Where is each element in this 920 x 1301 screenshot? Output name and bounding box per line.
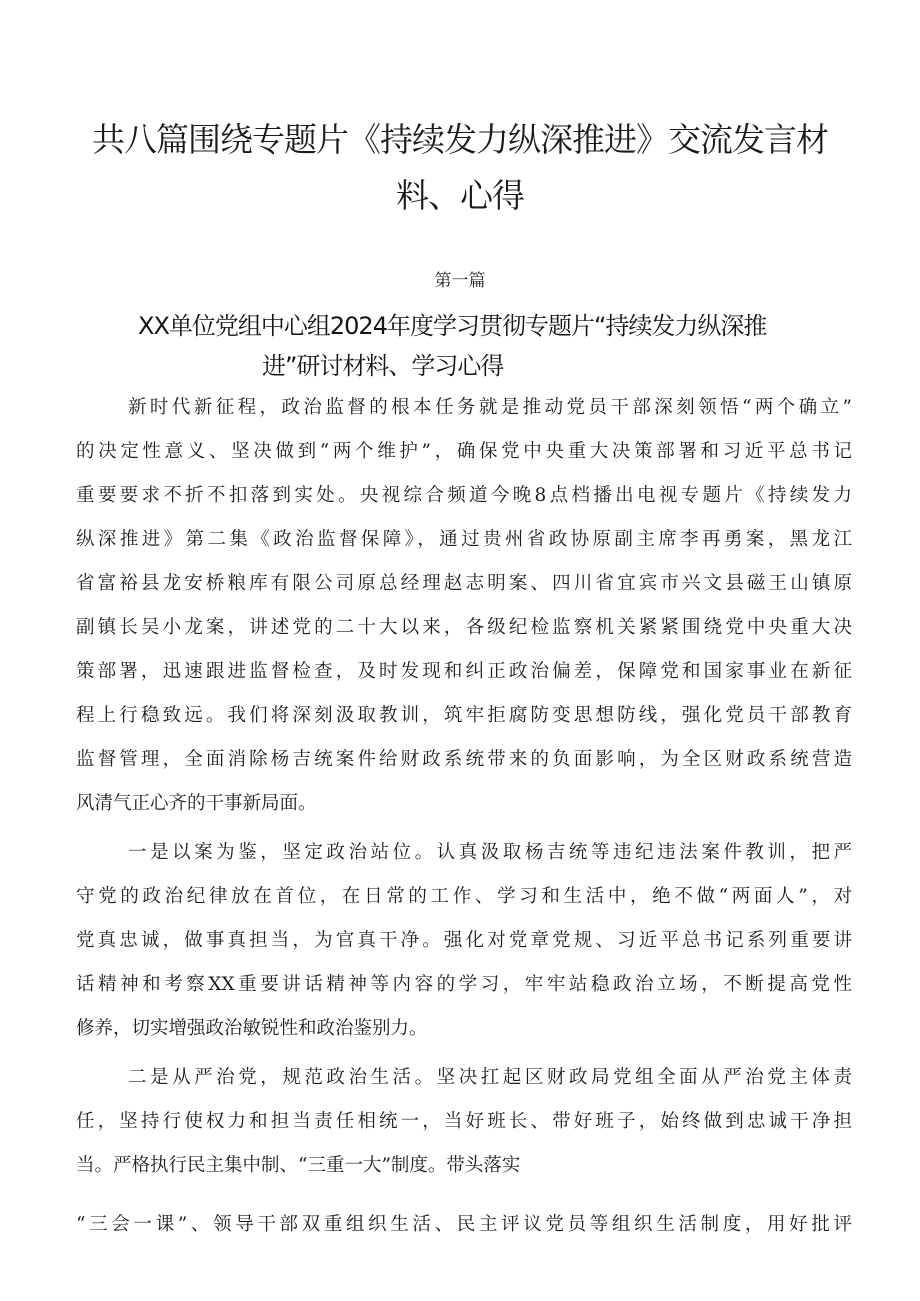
body-text-line: 程上行稳致远。我们将深刻汲取教训，筑牢拒腐防变思想防线，强化党员干部教育: [76, 705, 852, 726]
body-text-line: 党真忠诚，做事真担当，为官真干净。强化对党章党规、习近平总书记系列重要讲: [76, 930, 852, 951]
body-text-line: 一是以案为鉴，坚定政治站位。认真汲取杨吉统等违纪违法案件教训，把严: [128, 842, 852, 863]
section-label: 第一篇: [434, 271, 486, 291]
document-title-line-1: 共八篇围绕专题片《持续发力纵深推进》交流发言材: [92, 120, 828, 159]
body-text-line: 修养，切实增强政治敏锐性和政治鉴别力。: [76, 1018, 428, 1039]
body-text-line: 新时代新征程，政治监督的根本任务就是推动党员干部深刻领悟“两个确立”: [128, 397, 852, 418]
body-text-line: 风清气正心齐的干事新局面。: [76, 793, 317, 814]
body-text-line: 的决定性意义、坚决做到“两个维护”，确保党中央重大决策部署和习近平总书记: [76, 441, 852, 462]
body-text-line: “三会一课”、领导干部双重组织生活、民主评议党员等组织生活制度，用好批评: [76, 1214, 852, 1235]
body-text-line: 守党的政治纪律放在首位，在日常的工作、学习和生活中，绝不做“两面人”，对: [76, 886, 852, 907]
body-text-line: 监督管理，全面消除杨吉统案件给财政系统带来的负面影响，为全区财政系统营造: [76, 749, 852, 770]
body-text-line: 策部署，迅速跟进监督检查，及时发现和纠正政治偏差，保障党和国家事业在新征: [76, 661, 852, 682]
body-text-line: 副镇长吴小龙案，讲述党的二十大以来，各级纪检监察机关紧紧围绕党中央重大决: [76, 617, 852, 638]
body-text-line: 二是从严治党，规范政治生活。坚决扛起区财政局党组全面从严治党主体责: [128, 1067, 852, 1088]
body-text-line: 省富裕县龙安桥粮库有限公司原总经理赵志明案、四川省宜宾市兴文县磁王山镇原: [76, 573, 852, 594]
article-subtitle-line-2: 进”研讨材料、学习心得: [262, 352, 504, 380]
body-text-line: 话精神和考察XX重要讲话精神等内容的学习，牢牢站稳政治立场，不断提高党性: [76, 974, 852, 995]
article-subtitle-line-1: XX单位党组中心组2024年度学习贯彻专题片“持续发力纵深推: [138, 312, 767, 340]
body-text-line: 任，坚持行使权力和担当责任相统一，当好班长、带好班子，始终做到忠诚干净担: [76, 1111, 852, 1132]
body-text-line: 当。严格执行民主集中制、“三重一大”制度。带头落实: [76, 1155, 521, 1176]
body-text-line: 纵深推进》第二集《政治监督保障》，通过贵州省政协原副主席李再勇案，黑龙江: [76, 529, 852, 550]
body-text-line: 重要要求不折不扣落到实处。央视综合频道今晚8点档播出电视专题片《持续发力: [76, 485, 852, 506]
document-title-line-2: 料、心得: [396, 176, 524, 215]
